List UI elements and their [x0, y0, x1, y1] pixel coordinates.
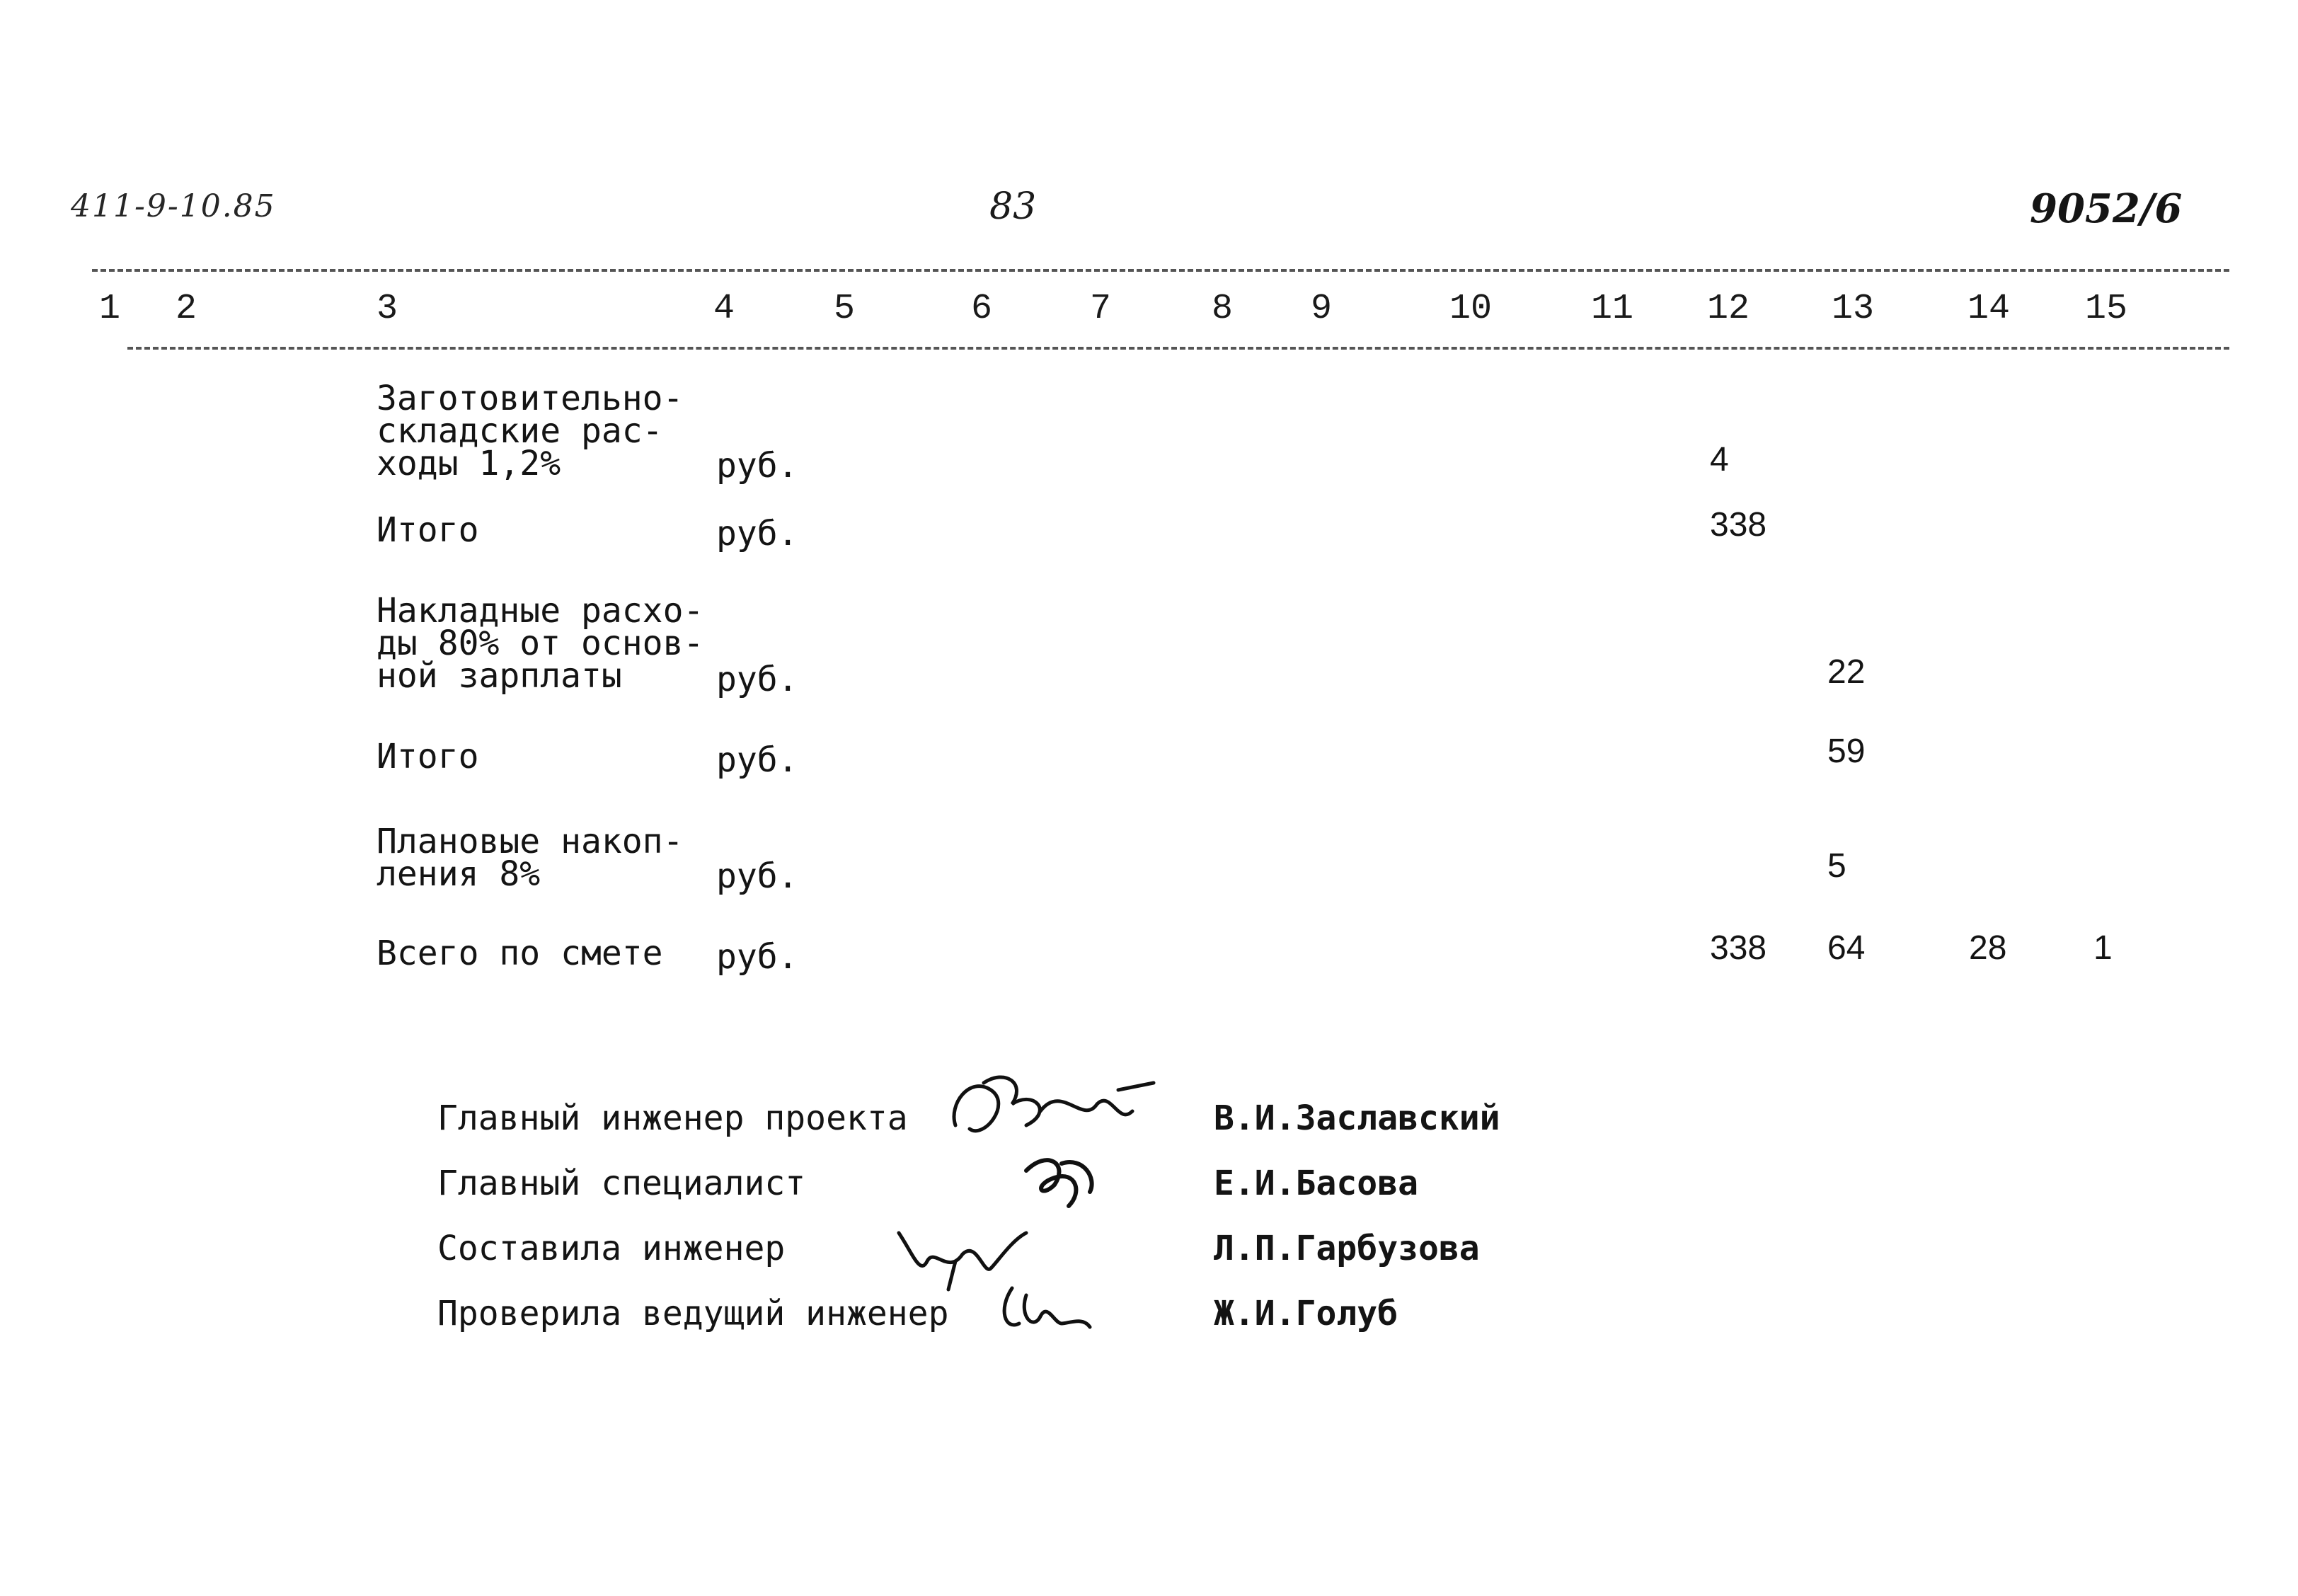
row-value-col12: 4: [1710, 441, 1729, 478]
row-value-col12: 338: [1710, 506, 1767, 544]
document-code: 411-9-10.85: [71, 188, 276, 224]
column-number: 8: [1212, 289, 1234, 329]
row-unit: руб.: [716, 446, 798, 486]
column-number: 2: [176, 289, 197, 329]
row-unit: руб.: [716, 856, 798, 896]
handwritten-signature: [1005, 1142, 1118, 1220]
column-number: 4: [713, 289, 735, 329]
signatory-name: Л.П.Гарбузова: [1214, 1229, 1480, 1268]
row-description: Всего по смете: [377, 934, 663, 973]
document-number: 9052/6: [2030, 185, 2183, 232]
row-value-col14: 28: [1969, 929, 2007, 967]
row-value-col12: 338: [1710, 929, 1767, 967]
page-number: 83: [989, 185, 1037, 228]
row-description: Итого: [377, 737, 479, 776]
row-unit: руб.: [716, 514, 798, 553]
signatory-name: Е.И.Басова: [1214, 1164, 1418, 1203]
row-value-col13: 22: [1827, 653, 1866, 691]
header-rule-bottom: [127, 347, 2229, 350]
column-number: 9: [1311, 289, 1333, 329]
row-description: Плановые накоп- ления 8%: [377, 822, 684, 894]
row-description: Накладные расхо- ды 80% от основ- ной зарплаты: [377, 591, 704, 696]
column-number: 7: [1090, 289, 1112, 329]
row-unit: руб.: [716, 660, 798, 699]
column-number: 13: [1832, 289, 1875, 329]
signatory-title: Главный инженер проекта: [437, 1098, 908, 1138]
header-rule-top: [92, 269, 2229, 272]
row-description: Итого: [377, 510, 479, 550]
column-number: 1: [99, 289, 121, 329]
column-number: 15: [2085, 289, 2128, 329]
column-number: 11: [1591, 289, 1634, 329]
row-description: Заготовительно- складские рас- ходы 1,2%: [377, 379, 684, 483]
handwritten-signature: [991, 1274, 1097, 1345]
signatory-name: В.И.Заславский: [1214, 1098, 1500, 1138]
signatory-title: Главный специалист: [437, 1164, 806, 1203]
column-number: 10: [1449, 289, 1493, 329]
column-number: 12: [1707, 289, 1750, 329]
row-unit: руб.: [716, 937, 798, 977]
column-number: 3: [377, 289, 398, 329]
signatory-title: Проверила ведущий инженер: [437, 1294, 949, 1333]
row-value-col13: 59: [1827, 733, 1866, 770]
column-number: 5: [834, 289, 856, 329]
signatory-title: Составила инженер: [437, 1229, 786, 1268]
row-value-col15: 1: [2093, 929, 2113, 967]
row-value-col13: 64: [1827, 929, 1866, 967]
row-unit: руб.: [716, 740, 798, 780]
signatory-name: Ж.И.Голуб: [1214, 1294, 1398, 1333]
row-value-col13: 5: [1827, 847, 1846, 885]
column-number: 14: [1967, 289, 2011, 329]
column-number: 6: [971, 289, 993, 329]
handwritten-signature: [941, 1062, 1175, 1147]
